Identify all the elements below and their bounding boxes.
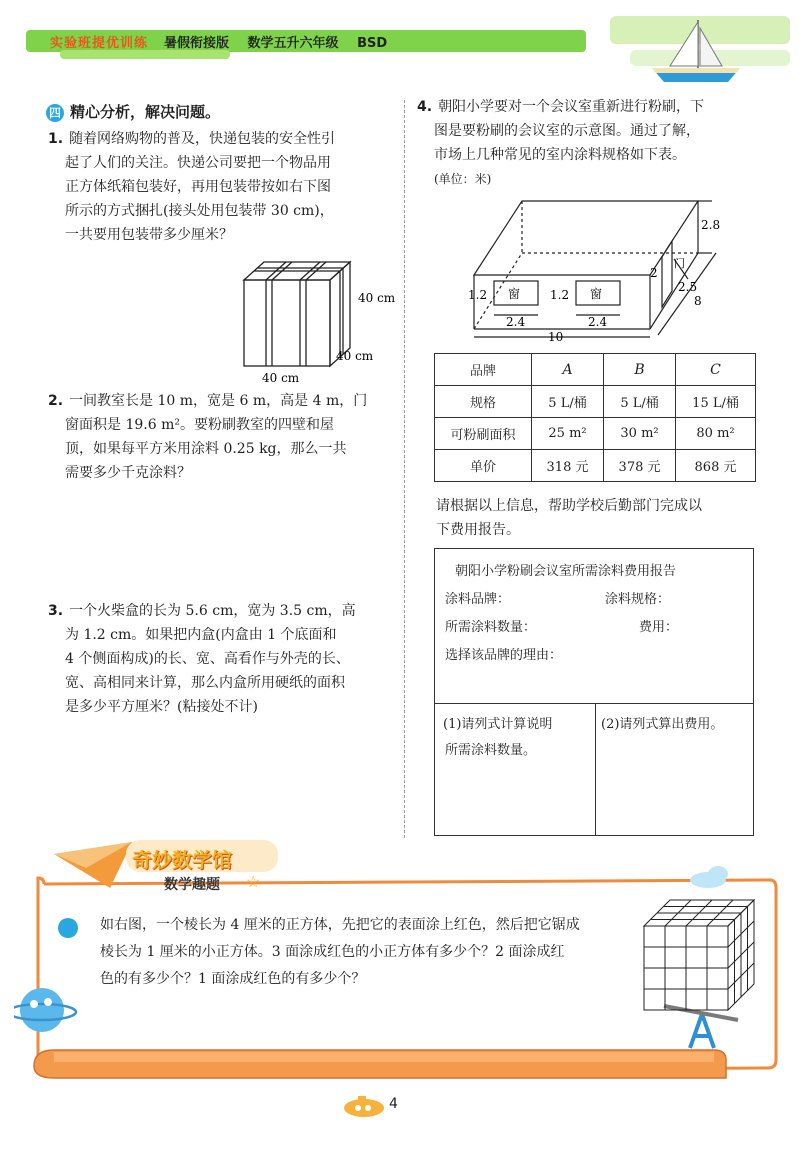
- q1-box-figure: [238, 256, 398, 386]
- q2-line4: 需要多少千克涂料？: [65, 465, 191, 481]
- window1-width: 2.4: [506, 315, 526, 329]
- report-divider: [595, 703, 596, 835]
- room-height: 2.8: [701, 218, 721, 232]
- q4-line1: 朝阳小学要对一个会议室重新进行粉刷，下: [438, 99, 705, 115]
- table-cell: 5 L/桶: [604, 386, 676, 418]
- cube-grid-figure: [640, 896, 760, 1016]
- table-row: [435, 418, 756, 450]
- q3-number: 3.: [48, 603, 64, 619]
- fun-puzzle-text: [100, 912, 660, 993]
- table-header-cell: B: [604, 354, 676, 386]
- q3-line5: 是多少平方厘米？(粘接处不计): [65, 699, 258, 715]
- fun-line1: 如右图，一个棱长为 4 厘米的正方体，先把它的表面涂上红色，然后把它锯成: [100, 917, 580, 933]
- fun-section-title: 奇妙数学馆: [132, 848, 232, 872]
- q2-line1: 一间教室长是 10 m，宽是 6 m，高是 4 m，门: [69, 393, 368, 409]
- q3-line1: 一个火柴盒的长为 5.6 cm，宽为 3.5 cm，高: [69, 603, 356, 619]
- question-4: [417, 95, 762, 191]
- q3-line4: 宽、高相同来计算，那么内盒所用硬纸的面积: [65, 675, 345, 691]
- q2-number: 2.: [48, 393, 64, 409]
- table-cell: 可粉刷面积: [435, 418, 532, 450]
- page-number: 4: [389, 1096, 398, 1112]
- report-title: 朝阳小学粉刷会议室所需涂料费用报告: [455, 564, 677, 579]
- report-spec-label: 涂料规格：: [605, 592, 671, 607]
- question-3: [48, 599, 398, 719]
- window2-label: 窗: [590, 287, 603, 301]
- table-header-cell: 品牌: [435, 354, 532, 386]
- door-label: 门: [674, 257, 685, 270]
- table-row: [435, 386, 756, 418]
- q3-line2: 为 1.2 cm。如果把内盒(内盒由 1 个底面和: [65, 627, 337, 643]
- submarine-icon: [338, 1094, 388, 1120]
- q4-number: 4.: [417, 99, 433, 115]
- table-cell: 30 m²: [604, 418, 676, 450]
- report-qty-label: 所需涂料数量：: [445, 620, 537, 635]
- q1-line2: 起了人们的关注。快递公司要把一个物品用: [65, 155, 331, 171]
- q3-line3: 4 个侧面构成)的长、宽、高看作与外壳的长、: [65, 651, 350, 667]
- table-cell: 25 m²: [532, 418, 604, 450]
- report-brand-label: 涂料品牌：: [445, 592, 511, 607]
- q4-line3: 市场上几种常见的室内涂料规格如下表。: [434, 147, 686, 163]
- table-header-cell: A: [532, 354, 604, 386]
- room-length: 10: [548, 330, 564, 344]
- report-left-line2: 所需涂料数量。: [445, 743, 537, 758]
- header-brand: 实验班提优训练: [50, 36, 149, 51]
- q2-line2: 窗面积是 19.6 m²。要粉刷教室的四壁和屋: [65, 417, 334, 433]
- table-cell: 单价: [435, 450, 532, 482]
- table-cell: 规格: [435, 386, 532, 418]
- table-cell: 80 m²: [676, 418, 756, 450]
- q4-unit: (单位：米): [434, 172, 492, 186]
- sailboat-decoration-icon: [590, 6, 790, 90]
- q1-line1: 随着网络购物的普及，快递包装的安全性引: [69, 131, 336, 147]
- fun-math-section: [14, 838, 790, 1098]
- report-cost-label: 费用：: [639, 620, 679, 635]
- table-cell: 5 L/桶: [532, 386, 604, 418]
- table-header-cell: C: [676, 354, 756, 386]
- section-badge: 四: [46, 104, 64, 122]
- question-1: [48, 127, 398, 247]
- q1-line3: 正方体纸箱包装好，再用包装带按如右下图: [65, 179, 331, 195]
- table-row: [435, 450, 756, 482]
- q4-instruction: [436, 494, 766, 542]
- table-cell: 868 元: [676, 450, 756, 482]
- report-right-line1: (2)请列式算出费用。: [601, 717, 724, 732]
- fun-section-subtitle: 数学趣题: [164, 877, 220, 893]
- door-width: 2.5: [678, 280, 698, 294]
- q1-dim-depth: 40 cm: [336, 349, 374, 363]
- table-header-row: [435, 354, 756, 386]
- section-title-text: 精心分析，解决问题。: [70, 103, 221, 121]
- window1-label: 窗: [508, 287, 521, 301]
- question-2: [48, 389, 398, 485]
- window1-height: 1.2: [468, 288, 488, 302]
- header-code: BSD: [357, 36, 388, 51]
- report-reason-label: 选择该品牌的理由：: [445, 648, 563, 663]
- table-cell: 318 元: [532, 450, 604, 482]
- q2-line3: 顶，如果每平方米用涂料 0.25 kg，那么一共: [65, 441, 347, 457]
- q1-line4: 所示的方式捆扎(接头处用包装带 30 cm)，: [65, 203, 334, 219]
- q4-after-line2: 下费用报告。: [436, 522, 520, 538]
- fun-line3: 色的有多少个？1 面涂成红色的有多少个？: [100, 971, 366, 987]
- q1-dim-height: 40 cm: [358, 291, 396, 305]
- fun-line2: 棱长为 1 厘米的小正方体。3 面涂成红色的小正方体有多少个？2 面涂成红: [100, 944, 565, 960]
- table-cell: 378 元: [604, 450, 676, 482]
- star-icon: ☆: [246, 872, 261, 891]
- q4-room-figure: [462, 195, 732, 345]
- column-divider: [404, 100, 405, 838]
- q4-after-line1: 请根据以上信息，帮助学校后勤部门完成以: [436, 498, 702, 514]
- q4-line2: 图是要粉刷的会议室的示意图。通过了解，: [434, 123, 700, 139]
- report-left-line1: (1)请列式计算说明: [443, 717, 553, 732]
- header-green-accent: [60, 50, 230, 59]
- header-info: [164, 32, 401, 51]
- page-header: [0, 0, 800, 90]
- cost-report-box: [434, 548, 754, 836]
- q1-number: 1.: [48, 131, 64, 147]
- window2-height: 1.2: [550, 288, 570, 302]
- q1-dim-width: 40 cm: [262, 371, 300, 385]
- table-cell: 15 L/桶: [676, 386, 756, 418]
- door-height: 2: [650, 266, 658, 280]
- window2-width: 2.4: [588, 315, 608, 329]
- room-depth: 8: [694, 294, 702, 308]
- paint-spec-table: [434, 353, 756, 482]
- header-edition: 暑假衔接版: [164, 36, 230, 51]
- section-title: [46, 101, 220, 122]
- header-subject: 数学五升六年级: [247, 36, 339, 51]
- q1-line5: 一共要用包装带多少厘米？: [65, 227, 233, 243]
